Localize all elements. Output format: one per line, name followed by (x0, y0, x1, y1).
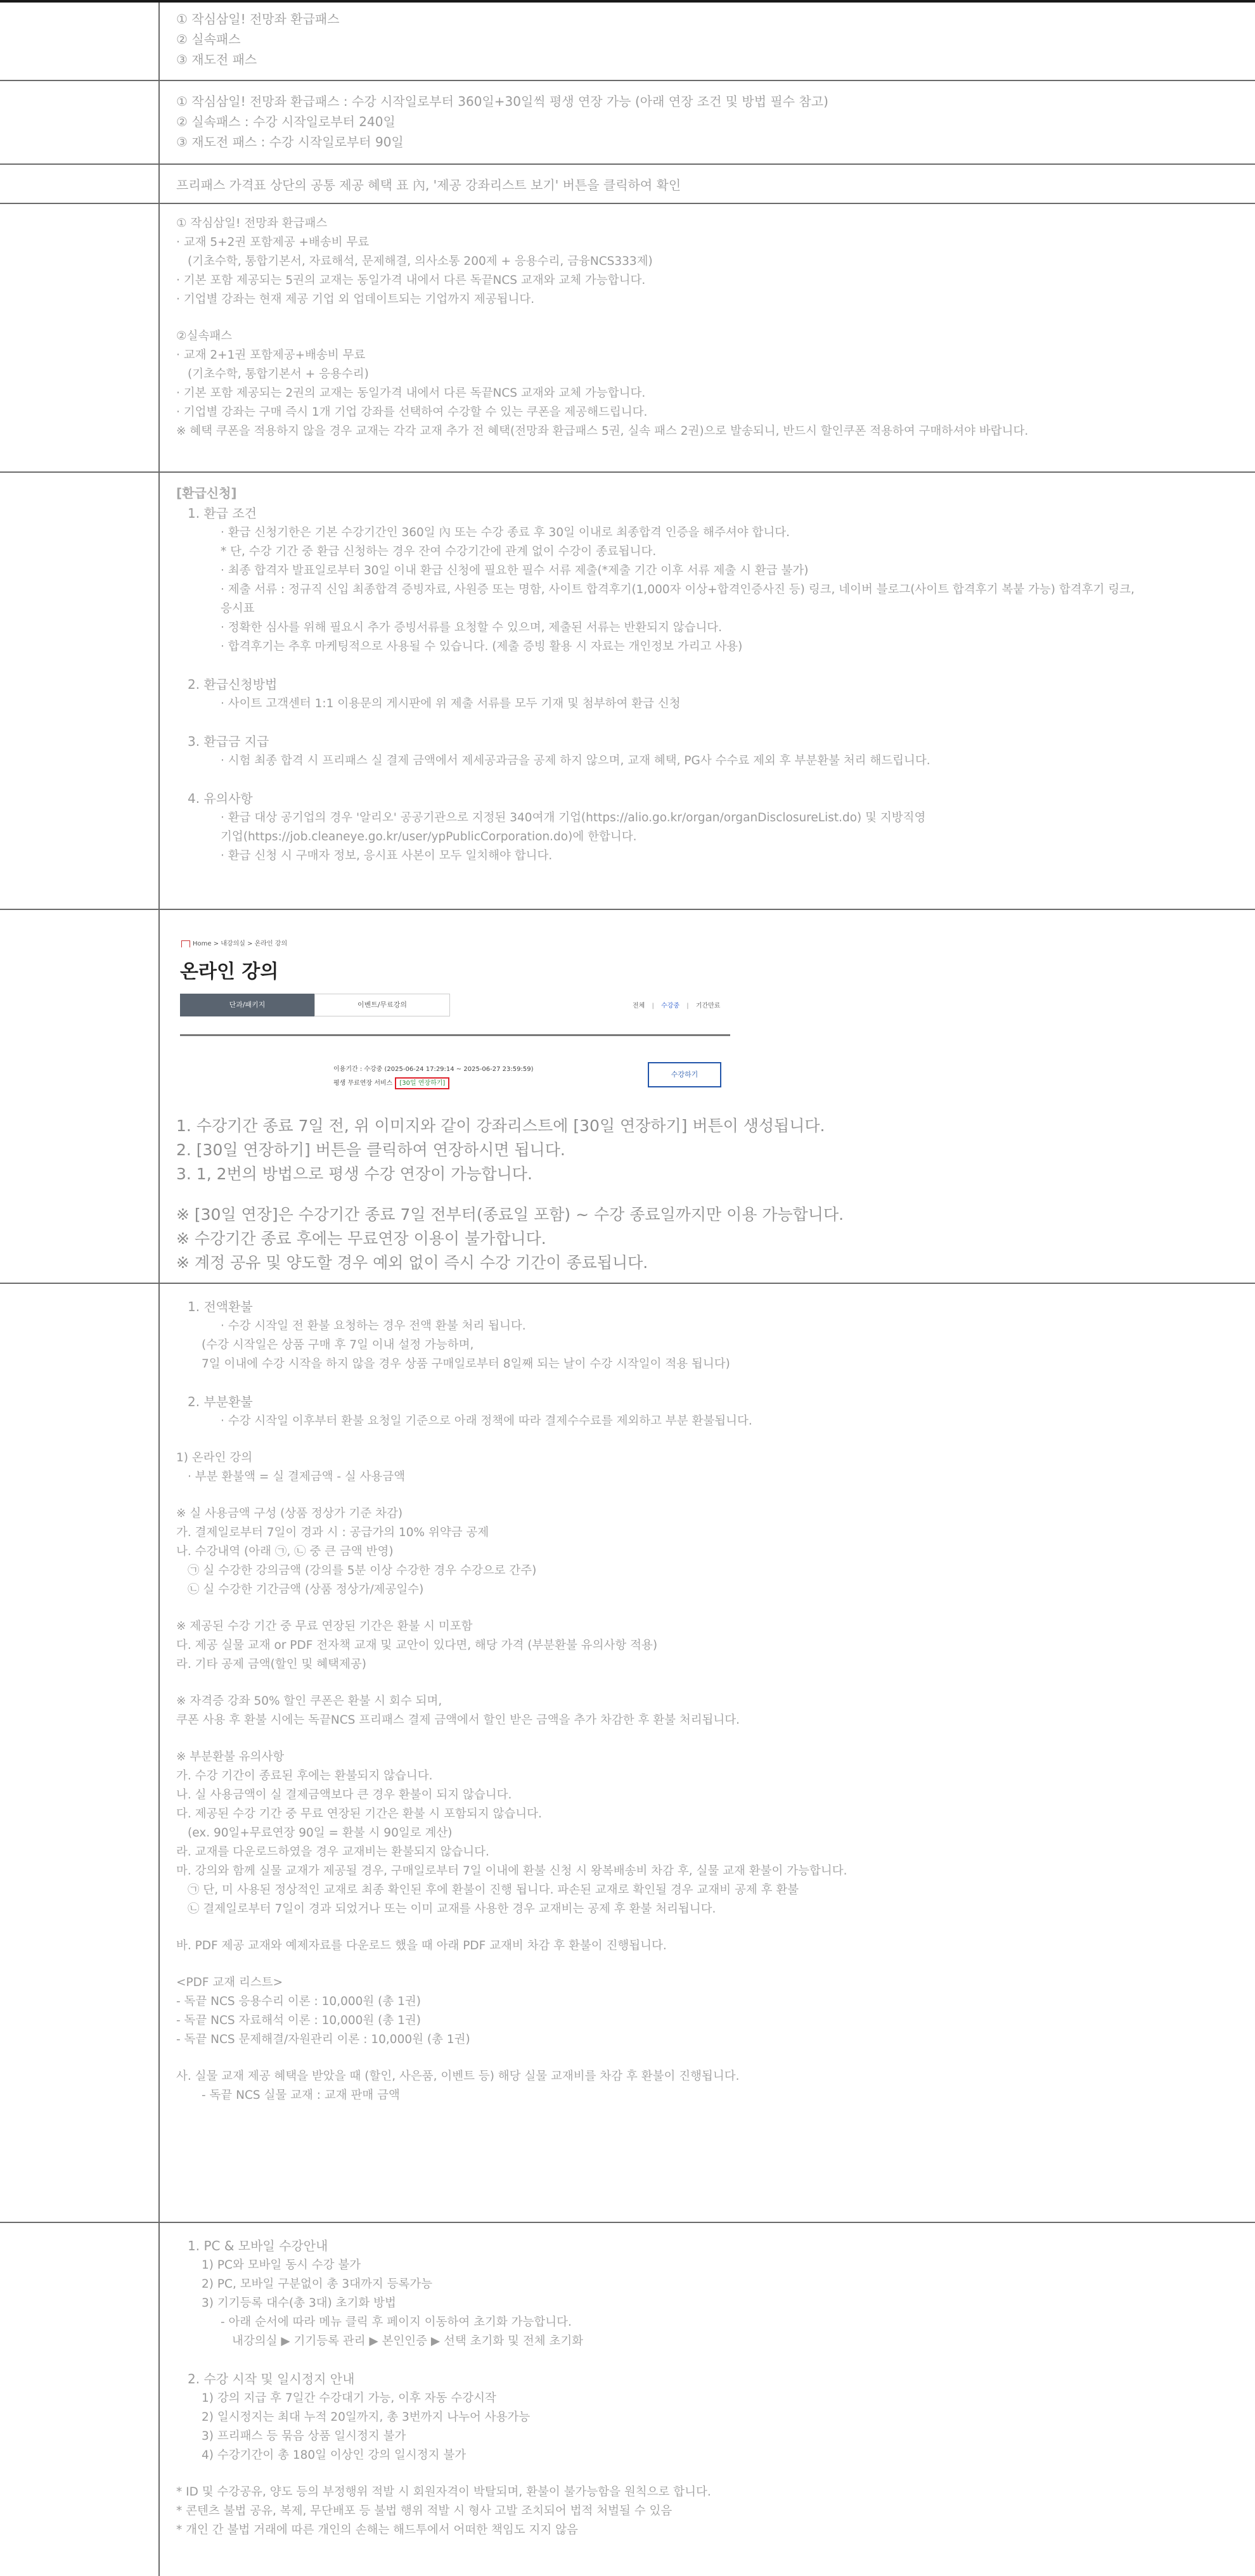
spacer (176, 2049, 1230, 2067)
text-line: ③ 재도전 패스 : 수강 시작일로부터 90일 (176, 134, 404, 150)
divider: | (652, 1003, 654, 1009)
spacer (176, 771, 1230, 788)
text-line: (기초수학, 통합기본서, 자료해석, 문제해결, 의사소통 200제 + 응용수리, 금융NCS333제) (188, 255, 653, 268)
row-study-period (0, 81, 1255, 165)
text-line: 프리패스 가격표 상단의 공통 제공 혜택 표 內, '제공 강좌리스트 보기' 버튼을 클릭하여 확인 (176, 177, 681, 193)
text-line: * ID 및 수강공유, 양도 등의 부정행위 적발 시 회원자격이 박탈되며, 환불이 불가능함을 원칙으로 합니다. (176, 2485, 711, 2499)
row-content (176, 923, 1230, 1275)
text-line: 1. 환급 조건 (188, 506, 257, 521)
text-line: 마. 강의와 함께 실물 교재가 제공될 경우, 구매일로부터 7일 이내에 환불 신청 시 왕복배송비 차감 후, 실물 교재 환불이 가능합니다. (176, 1864, 847, 1878)
text-line: · 시험 최종 합격 시 프리패스 실 결제 금액에서 제세공과금을 공제 하지 않으며, 교재 혜택, PG사 수수료 제외 후 부분환불 처리 해드립니다. (221, 754, 930, 767)
text-line: · 수강 시작일 전 환불 요청하는 경우 전액 환불 처리 됩니다. (221, 1319, 526, 1333)
extend-row (333, 1077, 449, 1087)
status-filters (633, 1000, 720, 1009)
row-content (176, 483, 1230, 866)
text-line: 가. 결제일로부터 7일이 경과 시 : 공급가의 10% 위약금 공제 (176, 1526, 489, 1539)
text-line: · 사이트 고객센터 1:1 이용문의 게시판에 위 제출 서류를 모두 기재 및 첨부하여 환급 신청 (221, 697, 681, 710)
page-title: 온라인 강의 (180, 961, 279, 983)
filter-all[interactable]: 전체 (633, 1003, 645, 1009)
text-line: 쿠폰 사용 후 환불 시에는 독끝NCS 프리패스 결제 금액에서 할인 받은 금액을 추가 차감한 후 환불 처리됩니다. (176, 1714, 740, 1727)
text-line: · 부분 환불액 = 실 결제금액 - 실 사용금액 (188, 1470, 406, 1483)
text-line: - 독끝 NCS 자료해석 이론 : 10,000원 (총 1권) (176, 2014, 421, 2027)
text-line: ㉡ 실 수강한 기간금액 (상품 정상가/제공일수) (188, 1583, 424, 1596)
divider-line (180, 1034, 730, 1036)
spacer (176, 1674, 1230, 1692)
step-line: 1. 수강기간 종료 7일 전, 위 이미지와 같이 강좌리스트에 [30일 연장하기] 버튼이 생성됩니다. (176, 1117, 825, 1135)
text-line: 사. 실물 교재 제공 혜택을 받았을 때 (할인, 사은품, 이벤트 등) 해당 실물 교재비를 차감 후 환불이 진행됩니다. (176, 2070, 740, 2083)
text-line: 다. 제공된 수강 기간 중 무료 연장된 기간은 환불 시 포함되지 않습니다. (176, 1807, 542, 1821)
text-line: 2. 환급신청방법 (188, 677, 278, 692)
text-line: ① 작심삼일! 전망좌 환급패스 : 수강 시작일로부터 360일+30일씩 평생 연장 가능 (아래 연장 조건 및 방법 필수 참고) (176, 94, 828, 109)
row-refund-policy (0, 1284, 1255, 2223)
text-line: (기초수학, 통합기본서 + 응용수리) (188, 368, 369, 381)
spacer (176, 714, 1230, 731)
text-line: 3. 환급금 지급 (188, 734, 269, 749)
home-icon (181, 940, 190, 947)
text-line: · 교재 5+2권 포함제공 +배송비 무료 (176, 236, 370, 249)
row-label-cell (0, 473, 160, 909)
spacer (176, 2465, 1230, 2483)
row-benefits (0, 204, 1255, 473)
row-label-cell (0, 1284, 160, 2222)
step-line: 3. 1, 2번의 방법으로 평생 수강 연장이 가능합니다. (176, 1165, 532, 1183)
text-line: 1) 강의 지급 후 7일간 수강대기 가능, 이후 자동 수강시작 (202, 2392, 496, 2405)
row-content (176, 175, 1230, 195)
filter-active[interactable]: 수강중 (661, 1003, 680, 1009)
text-line: <PDF 교재 리스트> (176, 1976, 283, 1989)
text-line: 1) PC와 모바일 동시 수강 불가 (202, 2259, 361, 2272)
row-course-list (0, 165, 1255, 204)
text-line: (수강 시작일은 상품 구매 후 7일 이내 설정 가능하며, (202, 1338, 474, 1352)
text-line: - 독끝 NCS 응용수리 이론 : 10,000원 (총 1권) (176, 1995, 421, 2008)
text-line: 4. 유의사항 (188, 791, 253, 806)
text-line: 나. 수강내역 (아래 ㉠, ㉡ 중 큰 금액 반영) (176, 1545, 394, 1558)
text-line: * 콘텐츠 불법 공유, 복제, 무단배포 등 불법 행위 적발 시 형사 고발 조치되어 법적 처벌될 수 있음 (176, 2504, 673, 2518)
row-label-cell (0, 2223, 160, 2576)
text-line: 1. 전액환불 (188, 1299, 253, 1314)
spacer (176, 1730, 1230, 1748)
spacer (176, 1431, 1230, 1449)
study-button[interactable]: 수강하기 (648, 1062, 721, 1087)
text-line: ※ 혜택 쿠폰을 적용하지 않을 경우 교재는 각각 교재 추가 전 혜택(전망좌 환급패스 5권, 실속 패스 2권)으로 발송되니, 반드시 할인쿠폰 적용하여 구매하셔야 바랍니다. (176, 425, 1029, 438)
text-line: ※ 자격증 강좌 50% 할인 쿠폰은 환불 시 회수 되며, (176, 1695, 442, 1708)
row-label-cell (0, 81, 160, 163)
text-line: · 최종 합격자 발표일로부터 30일 이내 환급 신청에 필요한 필수 서류 제출(*제출 기간 이후 서류 제출 시 환급 불가) (221, 564, 809, 577)
text-line: · 합격후기는 추후 마케팅적으로 사용될 수 있습니다. (제출 증빙 활용 시 자료는 개인정보 가리고 사용) (221, 640, 743, 653)
row-label-cell (0, 3, 160, 80)
spacer (176, 2351, 1230, 2369)
row-pass-types (0, 3, 1255, 81)
text-line: 4) 수강기간이 총 180일 이상인 강의 일시정지 불가 (202, 2449, 467, 2462)
text-line: 다. 제공 실물 교재 or PDF 전자책 교재 및 교안이 있다면, 해당 가격 (부분환불 유의사항 적용) (176, 1639, 658, 1652)
text-line: ※ 제공된 수강 기간 중 무료 연장된 기간은 환불 시 미포함 (176, 1620, 473, 1633)
text-line: 3) 프리패스 등 묶음 상품 일시정지 불가 (202, 2430, 406, 2443)
text-line: (ex. 90일+무료연장 90일 = 환불 시 90일로 계산) (188, 1826, 453, 1840)
text-line: 바. PDF 제공 교재와 예제자료를 다운로드 했을 때 아래 PDF 교재비 차감 후 환불이 진행됩니다. (176, 1939, 667, 1952)
spacer (176, 1487, 1230, 1504)
note-line: ※ 수강기간 종료 후에는 무료연장 이용이 불가합니다. (176, 1229, 546, 1248)
text-line: ②실속패스 (176, 330, 233, 343)
text-line: ① 작심삼일! 전망좌 환급패스 (176, 217, 328, 230)
row-label-cell (0, 165, 160, 203)
row-content (176, 1297, 1230, 2105)
breadcrumb (181, 938, 287, 947)
text-line: · 교재 2+1권 포함제공+배송비 무료 (176, 349, 366, 362)
text-line: * 개인 간 불법 거래에 따른 개인의 손해는 해드투에서 어떠한 책임도 지지 않음 (176, 2523, 578, 2537)
text-line: * 단, 수강 기간 중 환급 신청하는 경우 잔여 수강기간에 관계 없이 수강이 종료됩니다. (221, 545, 657, 558)
row-content (176, 91, 1230, 152)
row-content (176, 9, 1230, 70)
spacer (176, 1186, 1230, 1203)
period-text: 이용기간 : 수강중 (2025-06-24 17:29:14 ~ 2025-06-27 23:59:59) (333, 1066, 534, 1073)
text-line: 2) PC, 모바일 구분없이 총 3대까지 등록가능 (202, 2278, 433, 2291)
text-line: ② 실속패스 (176, 32, 241, 47)
row-label-cell (0, 910, 160, 1283)
text-line: - 독끝 NCS 문제해결/자원관리 이론 : 10,000원 (총 1권) (176, 2033, 470, 2046)
text-line: 1) 온라인 강의 (176, 1451, 253, 1464)
breadcrumb-text: Home > 내강의실 > 온라인 강의 (193, 940, 288, 947)
text-line: 1. PC & 모바일 수강안내 (188, 2238, 328, 2253)
text-line: 2) 일시정지는 최대 누적 20일까지, 총 3번까지 나누어 사용가능 (202, 2411, 531, 2424)
step-line: 2. [30일 연장하기] 버튼을 클릭하여 연장하시면 됩니다. (176, 1141, 565, 1159)
text-line: 2. 수강 시작 및 일시정지 안내 (188, 2371, 355, 2387)
extend-label: 평생 무료연장 서비스 (333, 1080, 393, 1087)
tab-package[interactable]: 단과/패키지 (180, 994, 314, 1016)
spacer (176, 657, 1230, 674)
row-content (176, 2236, 1230, 2540)
text-line: ㉠ 단, 미 사용된 정상적인 교재로 최종 확인된 후에 환불이 진행 됩니다. 파손된 교재로 확인될 경우 교재비 공제 후 환불 (188, 1883, 799, 1897)
text-line: 라. 교재를 다운로드하였을 경우 교재비는 환불되지 않습니다. (176, 1845, 489, 1859)
row-content (176, 214, 1230, 441)
text-line: · 수강 시작일 이후부터 환불 요청일 기준으로 아래 정책에 따라 결제수수료를 제외하고 부분 환불됩니다. (221, 1414, 752, 1428)
extend-30-days-button[interactable]: [30일 연장하기] (395, 1077, 449, 1089)
text-line: ㉠ 실 수강한 강의금액 (강의를 5분 이상 수강한 경우 수강으로 간주) (188, 1564, 537, 1577)
spacer (176, 1956, 1230, 1973)
text-line: ③ 재도전 패스 (176, 52, 257, 67)
text-line: · 기본 포함 제공되는 5권의 교재는 동일가격 내에서 다른 독끝NCS 교재와 교체 가능합니다. (176, 274, 646, 287)
row-study-guide (0, 2223, 1255, 2576)
text-line: · 환급 대상 공기업의 경우 '알리오' 공공기관으로 지정된 340여개 기업(https://alio.go.kr/organ/organDisclosureList.do) 및 지방직영 (221, 811, 926, 824)
text-line: 기업(https://job.cleaneye.go.kr/user/ypPublicCorporation.do)에 한합니다. (221, 830, 637, 843)
note-line: ※ [30일 연장]은 수강기간 종료 7일 전부터(종료일 포함) ~ 수강 종료일까지만 이용 가능합니다. (176, 1205, 844, 1224)
text-line: 내강의실 ▶ 기기등록 관리 ▶ 본인인증 ▶ 선택 초기화 및 전체 초기화 (232, 2335, 584, 2348)
row-lifetime-extension (0, 910, 1255, 1284)
spacer (176, 1919, 1230, 1937)
text-line: 3) 기기등록 대수(총 3대) 초기화 방법 (202, 2297, 396, 2310)
text-line: - 독끝 NCS 실물 교재 : 교재 판매 금액 (202, 2089, 400, 2102)
text-line: ㉡ 결제일로부터 7일이 경과 되었거나 또는 이미 교재를 사용한 경우 교재비는 공제 후 환불 처리됩니다. (188, 1902, 716, 1916)
text-line: · 기본 포함 제공되는 2권의 교재는 동일가격 내에서 다른 독끝NCS 교재와 교체 가능합니다. (176, 387, 646, 400)
text-line: 7일 이내에 수강 시작을 하지 않을 경우 상품 구매일로부터 8일째 되는 날이 수강 시작일이 적용 됩니다) (202, 1357, 730, 1371)
text-line: · 기업별 강좌는 구매 즉시 1개 기업 강좌를 선택하여 수강할 수 있는 쿠폰을 제공해드립니다. (176, 406, 648, 419)
spacer (176, 1599, 1230, 1617)
row-label-cell (0, 204, 160, 471)
text-line: ② 실속패스 : 수강 시작일로부터 240일 (176, 114, 396, 129)
spacer (176, 1106, 1230, 1114)
text-line: 2. 부분환불 (188, 1394, 253, 1409)
text-line: 응시표 (221, 602, 255, 615)
text-line: 라. 기타 공제 금액(할인 및 혜택제공) (176, 1658, 366, 1671)
text-line: ※ 실 사용금액 구성 (상품 정상가 기준 차감) (176, 1507, 403, 1520)
section-heading: [환급신청] (176, 485, 237, 501)
text-line: 나. 실 사용금액이 실 결제금액보다 큰 경우 환불이 되지 않습니다. (176, 1788, 512, 1802)
note-line: ※ 계정 공유 및 양도할 경우 예외 없이 즉시 수강 기간이 종료됩니다. (176, 1253, 648, 1272)
text-line: ※ 부분환불 유의사항 (176, 1750, 285, 1764)
text-line: · 환급 신청 시 구매자 정보, 응시표 사본이 모두 일치해야 합니다. (221, 849, 553, 862)
text-line: ① 작심삼일! 전망좌 환급패스 (176, 11, 340, 27)
text-line: · 정확한 심사를 위해 필요시 추가 증빙서류를 요청할 수 있으며, 제출된 서류는 반환되지 않습니다. (221, 621, 723, 634)
text-line: 가. 수강 기간이 종료된 후에는 환불되지 않습니다. (176, 1769, 433, 1783)
text-line: · 제출 서류 : 정규직 신입 최종합격 증빙자료, 사원증 또는 명함, 사이트 합격후기(1,000자 이상+합격인증사진 등) 링크, 네이버 블로그(사이트 합격후기 복붙 가능) 합격후기 링크, (221, 583, 1135, 596)
tab-event[interactable]: 이벤트/무료강의 (314, 994, 450, 1016)
text-line: - 아래 순서에 따라 메뉴 클릭 후 페이지 이동하여 초기화 가능합니다. (221, 2316, 572, 2329)
row-refund-request (0, 473, 1255, 910)
text-line: · 환급 신청기한은 기본 수강기간인 360일 內 또는 수강 종료 후 30일 이내로 최종합격 인증을 해주셔야 합니다. (221, 526, 790, 539)
spacer (176, 1374, 1230, 1392)
text-line: · 기업별 강좌는 현재 제공 기업 외 업데이트되는 기업까지 제공됩니다. (176, 293, 535, 306)
divider: | (686, 1003, 689, 1009)
spacer (176, 309, 1230, 327)
example-screenshot (176, 923, 747, 1106)
filter-expired[interactable]: 기간만료 (695, 1003, 721, 1009)
